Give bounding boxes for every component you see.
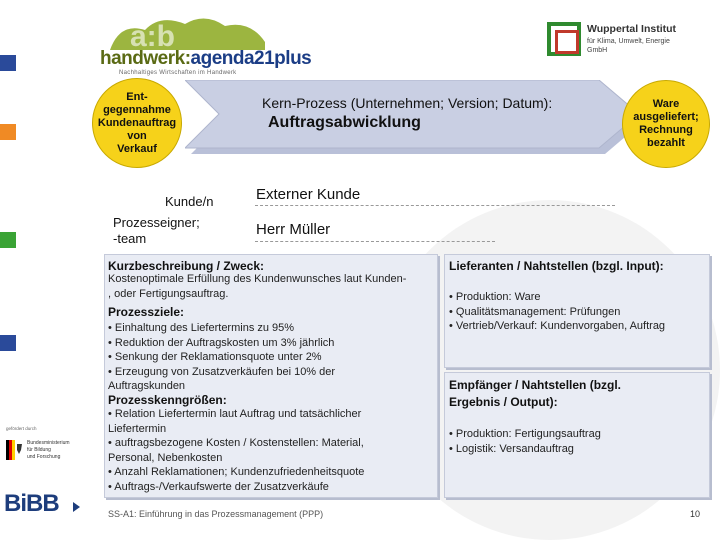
owner-value: Herr Müller bbox=[256, 221, 331, 238]
recipients-panel bbox=[444, 372, 710, 498]
decor-square-green bbox=[0, 232, 16, 248]
owner-dashed-line bbox=[255, 222, 495, 242]
input-circle: Ent- gegennahme Kundenauftrag von Verkauf bbox=[92, 78, 182, 168]
customer-label: Kunde/n bbox=[165, 194, 214, 209]
decor-square-blue-2 bbox=[0, 335, 16, 351]
decor-square-orange bbox=[0, 124, 16, 140]
agenda21-logo-graphic bbox=[100, 12, 270, 52]
bibb-logo: BiBB bbox=[4, 490, 59, 517]
kpi-list: • Relation Liefertermin laut Auftrag und tatsächlicher Liefertermin • auftragsbezogene Kosten / Kostenstellen: Material, Personal, Nebenkosten • Anzahl Reklamationen; Kundenzufriedenheitsquote • Auftrags-/Verkaufswerte der Zusatzverkäufe bbox=[108, 408, 365, 493]
short-desc-text: Kostenoptimale Erfüllung des Kundenwunsches laut Kunden- , oder Fertigungsauftrag. bbox=[108, 273, 407, 300]
logo-wordmark: handwerk:agenda21plus bbox=[100, 48, 312, 69]
suppliers-panel bbox=[444, 254, 710, 368]
process-title: Kern-Prozess (Unternehmen; Version; Datum): bbox=[262, 95, 553, 111]
short-desc-heading: Kurzbeschreibung / Zweck: bbox=[108, 259, 265, 273]
institute-subtitle: für Klima, Umwelt, Energie GmbH bbox=[587, 38, 670, 54]
kpi-heading: Prozesskenngrößen: bbox=[108, 393, 227, 407]
svg-text:a:b: a:b bbox=[130, 20, 175, 52]
recipients-heading: Empfänger / Nahtstellen (bzgl. Ergebnis / Output): bbox=[449, 378, 622, 409]
process-name: Auftragsabwicklung bbox=[268, 114, 421, 131]
output-circle: Ware ausgeliefert; Rechnung bezahlt bbox=[622, 80, 710, 168]
suppliers-list: • Produktion: Ware • Qualitätsmanagement: Prüfungen • Vertrieb/Verkauf: Kundenvorgaben, Auftrag bbox=[449, 291, 666, 332]
bibb-arrow-icon bbox=[73, 502, 80, 512]
sponsor-note: gefördert durch bbox=[6, 426, 37, 431]
institute-name: Wuppertal Institut bbox=[587, 23, 677, 35]
footer-text: SS-A1: Einführung in das Prozessmanagement (PPP) bbox=[108, 509, 324, 519]
wuppertal-logo-icon bbox=[547, 22, 581, 56]
owner-label: Prozesseigner; -team bbox=[113, 215, 200, 246]
page-number: 10 bbox=[690, 509, 701, 519]
goals-list: • Einhaltung des Liefertermins zu 95% • Reduktion der Auftragskosten um 3% jährlich • Senkung der Reklamationsquote unter 2% • Erzeugung von Zusatzverkäufen bei 10% der Auftragskunden bbox=[108, 322, 336, 392]
decor-square-blue bbox=[0, 55, 16, 71]
ministry-name: Bundesministerium für Bildung und Forschung bbox=[27, 440, 70, 460]
customer-value: Externer Kunde bbox=[256, 186, 361, 203]
goals-heading: Prozessziele: bbox=[108, 305, 185, 319]
suppliers-heading: Lieferanten / Nahtstellen (bzgl. Input): bbox=[449, 259, 664, 273]
recipients-list: • Produktion: Fertigungsauftrag • Logistik: Versandauftrag bbox=[449, 428, 601, 455]
customer-dashed-line bbox=[255, 186, 615, 206]
federal-eagle-icon bbox=[6, 440, 22, 460]
left-info-panel bbox=[104, 254, 438, 498]
logo-tagline: Nachhaltiges Wirtschaften im Handwerk bbox=[119, 70, 237, 76]
